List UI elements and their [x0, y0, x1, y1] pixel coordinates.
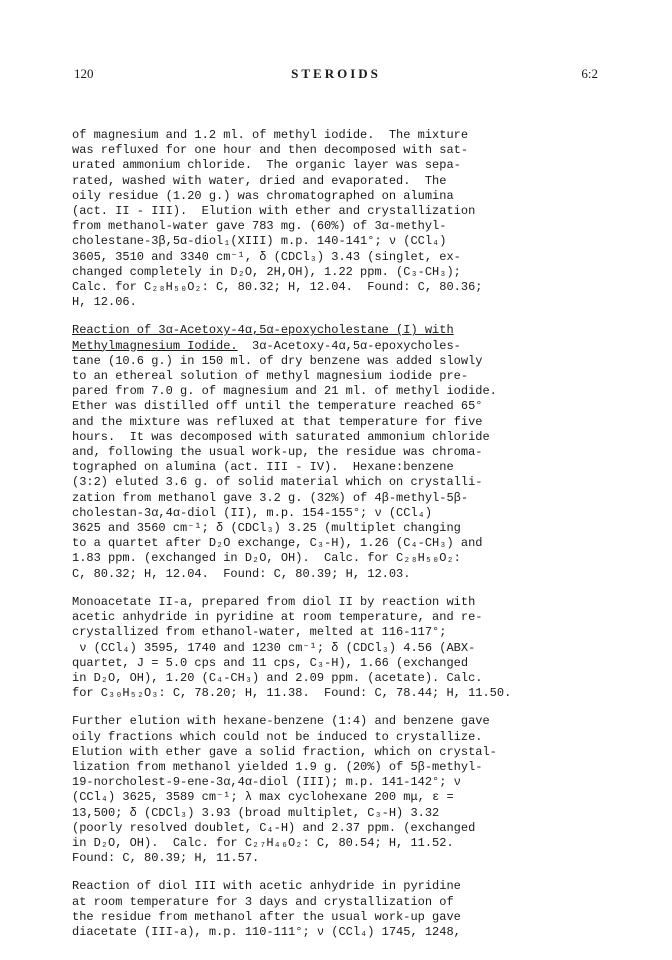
- text-line: hours. It was decomposed with saturated ammonium chloride: [72, 429, 490, 444]
- text-line: 3α-Acetoxy-4α,5α-epoxycholes-: [237, 338, 461, 353]
- text-line: tographed on alumina (act. III - IV). Hexane:benzene: [72, 460, 454, 475]
- text-line: Monoacetate II-a, prepared from diol II by reaction with: [72, 594, 476, 609]
- text-line: rated, washed with water, dried and evaporated. The: [72, 173, 447, 188]
- section-heading: Methylmagnesium Iodide.: [72, 338, 238, 353]
- text-line: in D₂O, OH). Calc. for C₂₇H₄₆O₂: C, 80.54; H, 11.52.: [72, 835, 454, 850]
- text-line: acetic anhydride in pyridine at room temperature, and re-: [72, 610, 483, 625]
- section-number: 6:2: [581, 66, 598, 81]
- text-line: pared from 7.0 g. of magnesium and 21 ml. of methyl iodide.: [72, 384, 497, 399]
- text-line: 3625 and 3560 cm⁻¹; δ (CDCl₃) 3.25 (multiplet changing: [72, 521, 461, 536]
- text-line: the residue from methanol after the usual work-up gave: [72, 909, 461, 924]
- text-line: (poorly resolved doublet, C₄-H) and 2.37 ppm. (exchanged: [72, 820, 476, 835]
- text-line: from methanol-water gave 783 mg. (60%) of 3α-methyl-: [72, 219, 447, 234]
- text-line: of magnesium and 1.2 ml. of methyl iodide. The mixture: [72, 128, 469, 142]
- text-line: and, following the usual work-up, the residue was chroma-: [72, 445, 483, 460]
- text-line: lization from methanol yielded 1.9 g. (20%) of 5β-methyl-: [72, 759, 483, 774]
- paragraph-4: [72, 714, 612, 866]
- text-line: was refluxed for one hour and then decomposed with sat-: [72, 143, 469, 158]
- text-line: Calc. for C₂₈H₅₀O₂: C, 80.32; H, 12.04. Found: C, 80.36;: [72, 280, 483, 295]
- paragraph-2: [72, 323, 612, 581]
- text-line: 1.83 ppm. (exchanged in D₂O, OH). Calc. for C₂₈H₅₀O₂:: [72, 551, 461, 566]
- paragraph-3: [72, 595, 612, 701]
- text-line: in D₂O, OH), 1.20 (C₄-CH₃) and 2.09 ppm. (acetate). Calc.: [72, 670, 483, 685]
- text-line: Elution with ether gave a solid fraction, which on crystal-: [72, 744, 497, 759]
- text-line: urated ammonium chloride. The organic layer was sepa-: [72, 158, 461, 173]
- text-line: changed completely in D₂O, 2H,OH), 1.22 ppm. (C₃-CH₃);: [72, 264, 461, 279]
- text-line: ν (CCl₄) 3595, 1740 and 1230 cm⁻¹; δ (CDCl₃) 4.56 (ABX-: [72, 640, 476, 655]
- text-line: zation from methanol gave 3.2 g. (32%) of 4β-methyl-5β-: [72, 490, 469, 505]
- heading-line-with-text: [72, 339, 612, 354]
- text-line: to a quartet after D₂O exchange, C₃-H), 1.26 (C₄-CH₃) and: [72, 536, 483, 551]
- text-line: Further elution with hexane-benzene (1:4) and benzene gave: [72, 714, 490, 729]
- paragraph-1: [72, 128, 612, 310]
- text-line: tane (10.6 g.) in 150 ml. of dry benzene was added slowly: [72, 353, 483, 368]
- text-line: cholestane-3β,5α-diol₁(XIII) m.p. 140-141°; ν (CCl₄): [72, 234, 447, 249]
- text-line: Ether was distilled off until the temperature reached 65°: [72, 399, 483, 414]
- text-line: Reaction of diol III with acetic anhydride in pyridine: [72, 879, 461, 894]
- body-text: [72, 128, 612, 953]
- section-heading: Reaction of 3α-Acetoxy-4α,5α-epoxycholestane (I) with: [72, 323, 454, 338]
- text-line: quartet, J = 5.0 cps and 11 cps, C₃-H), 1.66 (exchanged: [72, 655, 469, 670]
- text-line: (act. II - III). Elution with ether and crystallization: [72, 204, 476, 219]
- page-header: [74, 66, 598, 86]
- text-line: 19-norcholest-9-ene-3α,4α-diol (III); m.p. 141-142°; ν: [72, 775, 461, 790]
- text-line: C, 80.32; H, 12.04. Found: C, 80.39; H, 12.03.: [72, 566, 411, 581]
- page-number: 120: [74, 66, 94, 81]
- paragraph-5: [72, 879, 612, 940]
- text-line: oily residue (1.20 g.) was chromatographed on alumina: [72, 188, 454, 203]
- text-line: at room temperature for 3 days and crystallization of: [72, 894, 454, 909]
- text-line: diacetate (III-a), m.p. 110-111°; ν (CCl₄) 1745, 1248,: [72, 924, 461, 939]
- text-line: cholestan-3α,4α-diol (II), m.p. 154-155°; ν (CCl₄): [72, 505, 433, 520]
- text-line: and the mixture was refluxed at that temperature for five: [72, 414, 483, 429]
- text-line: for C₃₀H₅₂O₃: C, 78.20; H, 11.38. Found: C, 78.44; H, 11.50.: [72, 686, 512, 701]
- text-line: to an ethereal solution of methyl magnesium iodide pre-: [72, 369, 469, 384]
- text-line: Found: C, 80.39; H, 11.57.: [72, 851, 260, 866]
- text-line: (3:2) eluted 3.6 g. of solid material which on crystalli-: [72, 475, 483, 490]
- running-title: STEROIDS: [291, 66, 381, 81]
- text-line: H, 12.06.: [72, 295, 137, 310]
- text-line: 13,500; δ (CDCl₃) 3.93 (broad multiplet, C₃-H) 3.32: [72, 805, 440, 820]
- text-line: (CCl₄) 3625, 3589 cm⁻¹; λ max cyclohexane 200 mμ, ε =: [72, 790, 454, 805]
- text-line: crystallized from ethanol-water, melted at 116-117°;: [72, 625, 447, 640]
- text-line: 3605, 3510 and 3340 cm⁻¹, δ (CDCl₃) 3.43 (singlet, ex-: [72, 249, 461, 264]
- text-line: oily fractions which could not be induced to crystallize.: [72, 729, 483, 744]
